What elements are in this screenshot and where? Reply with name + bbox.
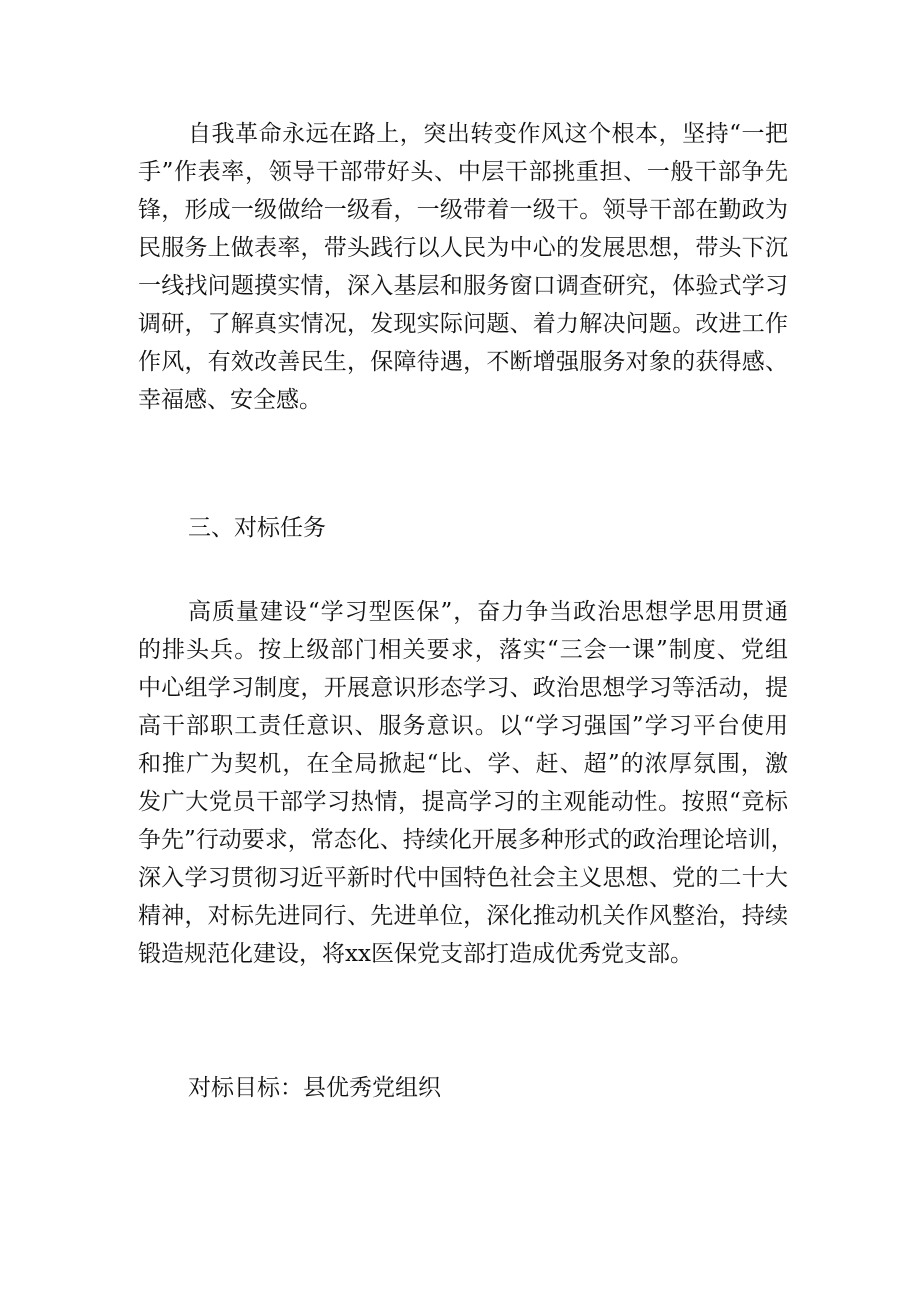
paragraph-1-line: 手”作表率，领导干部带好头、中层干部挑重担、一般干部争先 (138, 159, 788, 185)
paragraph-1-line: 作风，有效改善民生，保障待遇，不断增强服务对象的获得感、 (138, 349, 788, 375)
paragraph-1-line: 自我革命永远在路上，突出转变作风这个根本，坚持“一把 (188, 121, 788, 147)
paragraph-1-line: 民服务上做表率，带头践行以人民为中心的发展思想，带头下沉 (138, 235, 788, 261)
paragraph-2-line: 高干部职工责任意识、服务意识。以“学习强国”学习平台使用 (138, 713, 788, 739)
paragraph-2-line: 中心组学习制度，开展意识形态学习、政治思想学习等活动，提 (138, 675, 788, 701)
paragraph-2-line: 发广大党员干部学习热情，提高学习的主观能动性。按照“竞标 (138, 789, 788, 815)
paragraph-1-line: 锋，形成一级做给一级看，一级带着一级干。领导干部在勤政为 (138, 197, 788, 223)
paragraph-1-line: 调研，了解真实情况，发现实际问题、着力解决问题。改进工作 (138, 311, 788, 337)
paragraph-2-line: 深入学习贯彻习近平新时代中国特色社会主义思想、党的二十大 (138, 865, 788, 891)
section-heading: 三、对标任务 (188, 515, 326, 541)
paragraph-1-line: 一线找问题摸实情，深入基层和服务窗口调查研究，体验式学习 (138, 273, 788, 299)
paragraph-2-line: 的排头兵。按上级部门相关要求，落实“三会一课”制度、党组 (138, 637, 788, 663)
paragraph-1-line: 幸福感、安全感。 (138, 387, 322, 413)
paragraph-2-line: 和推广为契机，在全局掀起“比、学、赶、超”的浓厚氛围，激 (138, 751, 788, 777)
paragraph-2-line: 争先”行动要求，常态化、持续化开展多种形式的政治理论培训， (138, 827, 794, 853)
paragraph-2-line: 精神，对标先进同行、先进单位，深化推动机关作风整治，持续 (138, 903, 788, 929)
target-line: 对标目标：县优秀党组织 (188, 1075, 441, 1101)
paragraph-2-line: 高质量建设“学习型医保”，奋力争当政治思想学思用贯通 (188, 599, 788, 625)
paragraph-2-line: 锻造规范化建设，将xx医保党支部打造成优秀党支部。 (138, 941, 693, 967)
